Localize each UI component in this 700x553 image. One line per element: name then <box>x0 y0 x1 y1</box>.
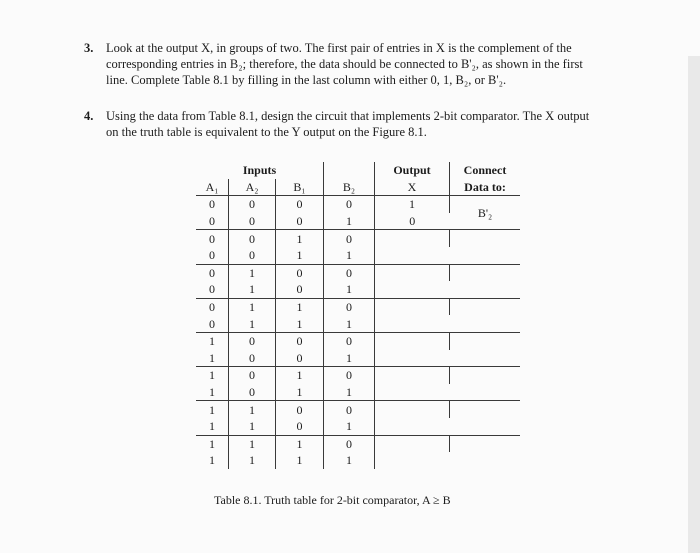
table-row <box>196 298 520 315</box>
table-cell: 1 <box>324 315 375 332</box>
table-cell <box>375 418 450 435</box>
table-cell <box>375 298 450 315</box>
table-cell <box>375 247 450 264</box>
item-number: 3. <box>84 41 94 55</box>
column-header-b2: B₂ <box>324 179 375 196</box>
item-text <box>106 108 666 140</box>
table-cell <box>375 281 450 298</box>
table-cell: 0 <box>324 332 375 349</box>
table-cell: 0 <box>324 435 375 452</box>
table-cell: 0 <box>276 401 324 418</box>
table-cell: 1 <box>229 452 276 469</box>
table-cell: 1 <box>324 281 375 298</box>
table-cell <box>375 350 450 367</box>
text-line: Look at the output X, in groups of two. The first pair of entries in X is the complement of the <box>106 41 572 55</box>
table-cell <box>375 230 450 247</box>
column-header-a1: A₁ <box>196 179 229 196</box>
connect-cell <box>450 367 521 401</box>
table-cell: 0 <box>196 315 229 332</box>
header-connect: Connect <box>463 163 507 178</box>
connect-cell <box>450 230 521 264</box>
table-cell: 0 <box>229 384 276 401</box>
item-text <box>106 40 666 88</box>
table-row <box>196 332 520 349</box>
connect-cell <box>450 435 521 469</box>
item-number: 4. <box>84 109 94 123</box>
table-cell <box>375 384 450 401</box>
table-cell: 0 <box>196 281 229 298</box>
table-cell: 0 <box>276 196 324 213</box>
table-cell: 0 <box>229 213 276 230</box>
table-row <box>196 264 520 281</box>
table-cell: 1 <box>196 452 229 469</box>
table-cell: 0 <box>196 213 229 230</box>
text-line: line. Complete Table 8.1 by filling in the last column with either 0, 1, B₂, or B'₂. <box>106 73 507 87</box>
truth-table <box>196 162 520 469</box>
table-cell: 1 <box>276 367 324 384</box>
table-cell: 1 <box>196 401 229 418</box>
table-cell: 1 <box>276 384 324 401</box>
table-cell: 1 <box>229 418 276 435</box>
table-cell: 0 <box>229 230 276 247</box>
table-cell: 0 <box>276 350 324 367</box>
table-cell: 1 <box>196 350 229 367</box>
table-cell: 0 <box>276 281 324 298</box>
table-cell: 1 <box>276 452 324 469</box>
column-header-b1: B₁ <box>276 179 324 196</box>
table-cell: 1 <box>276 247 324 264</box>
table-cell: 0 <box>276 213 324 230</box>
connect-cell <box>450 332 521 366</box>
table-cell: 1 <box>229 298 276 315</box>
table-cell: 1 <box>196 367 229 384</box>
table-cell <box>375 332 450 349</box>
table-cell: 1 <box>276 298 324 315</box>
table-cell: 0 <box>196 247 229 264</box>
table-cell: 1 <box>276 230 324 247</box>
header-inputs: Inputs <box>196 162 324 179</box>
table-cell: 0 <box>324 196 375 213</box>
table-cell: 0 <box>276 264 324 281</box>
table-cell: 0 <box>276 418 324 435</box>
column-header-a2: A₂ <box>229 179 276 196</box>
table-cell: 0 <box>229 367 276 384</box>
table-row <box>196 401 520 418</box>
header-output: Output <box>375 162 450 179</box>
table-cell: 0 <box>229 350 276 367</box>
table-row <box>196 435 520 452</box>
table-row <box>196 196 520 213</box>
table-cell: 0 <box>229 196 276 213</box>
table-cell: 0 <box>196 230 229 247</box>
column-header-connect: Data to: <box>464 179 506 194</box>
table-cell: 1 <box>196 418 229 435</box>
table-caption: Table 8.1. Truth table for 2-bit comparator, A ≥ B <box>214 493 451 507</box>
table-cell: 0 <box>196 196 229 213</box>
table-cell: 0 <box>324 264 375 281</box>
table-cell: 0 <box>276 332 324 349</box>
header-blank <box>324 162 375 179</box>
table-cell: 1 <box>196 435 229 452</box>
text-line: on the truth table is equivalent to the Y output on the Figure 8.1. <box>106 125 427 139</box>
table-cell <box>375 264 450 281</box>
table-cell: 1 <box>324 247 375 264</box>
table-cell: 0 <box>324 367 375 384</box>
table-cell <box>375 367 450 384</box>
connect-cell <box>450 264 521 298</box>
table-cell: 1 <box>229 401 276 418</box>
table-cell: 0 <box>324 230 375 247</box>
table-cell: 1 <box>276 435 324 452</box>
table-cell: 1 <box>324 384 375 401</box>
table-cell: 0 <box>196 264 229 281</box>
table-cell: 1 <box>276 315 324 332</box>
table-cell: 1 <box>324 213 375 230</box>
scrollbar-track[interactable] <box>688 56 700 553</box>
text-line: Using the data from Table 8.1, design the circuit that implements 2-bit comparator. The X output <box>106 109 590 123</box>
table-cell: 0 <box>324 298 375 315</box>
table-cell <box>375 435 450 452</box>
table-cell: 1 <box>324 452 375 469</box>
connect-cell <box>450 401 521 435</box>
column-header-x: X <box>375 179 450 196</box>
table-cell <box>375 401 450 418</box>
text-line: corresponding entries in B₂; therefore, the data should be connected to B'₂, as shown in the first <box>106 57 583 71</box>
table-cell: 1 <box>196 384 229 401</box>
table-cell: 1 <box>375 196 450 213</box>
table-cell: 0 <box>229 332 276 349</box>
table-row <box>196 367 520 384</box>
table-cell: 1 <box>324 418 375 435</box>
connect-cell: B'₂ <box>450 196 521 230</box>
table-cell: 1 <box>229 435 276 452</box>
table-cell: 1 <box>324 350 375 367</box>
table-cell: 1 <box>196 332 229 349</box>
table-cell: 0 <box>196 298 229 315</box>
table-cell: 0 <box>229 247 276 264</box>
table-cell: 1 <box>229 281 276 298</box>
table-cell <box>375 452 450 469</box>
connect-cell <box>450 298 521 332</box>
table-cell: 1 <box>229 264 276 281</box>
table-cell <box>375 315 450 332</box>
table-cell: 1 <box>229 315 276 332</box>
table-row <box>196 230 520 247</box>
table-cell: 0 <box>409 214 416 229</box>
table-cell: 0 <box>324 401 375 418</box>
